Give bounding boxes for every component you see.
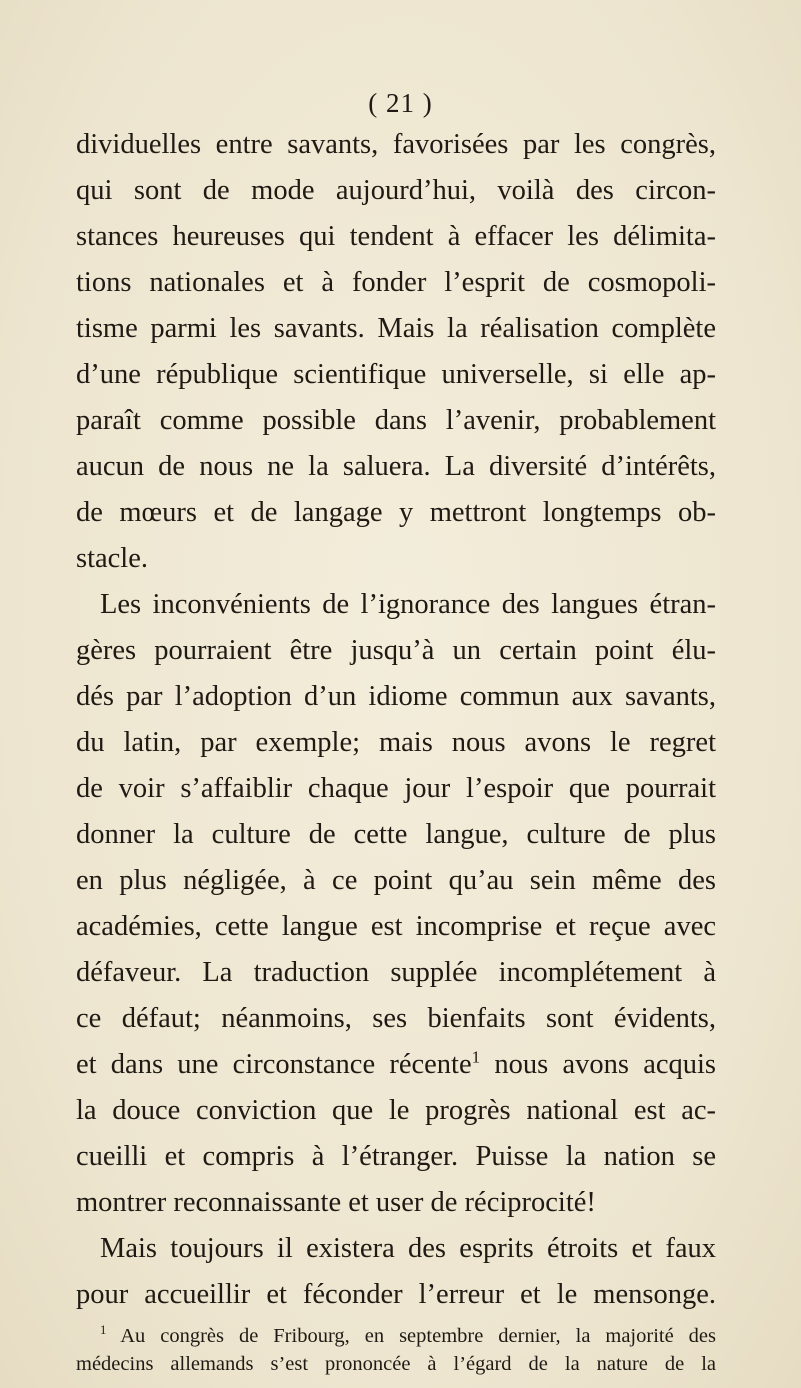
text-line: du latin, par exemple; mais nous avons le regret [76,727,716,758]
text-line: d’une république scientifique universelle, si elle ap- [76,359,716,390]
text-line: de voir s’affaiblir chaque jour l’espoir que pourrait [76,773,716,804]
footnote-line [100,1322,716,1350]
footnote-marker: 1 [100,1323,107,1338]
text-line: dés par l’adoption d’un idiome commun aux savants, [76,681,716,712]
text-line: tions nationales et à fonder l’esprit de cosmopoli- [76,267,716,298]
text-line: qui sont de mode aujourd’hui, voilà des circon- [76,175,716,206]
footnote-text: Au congrès de Fribourg, en septembre dernier, la majorité des [120,1325,716,1347]
text-line: en plus négligée, à ce point qu’au sein même des [76,865,716,896]
text-line: cueilli et compris à l’étranger. Puisse la nation se [76,1141,716,1172]
footnote-line: médecins allemands s’est prononcée à l’égard de la nature de la [76,1353,716,1375]
text-line: Mais toujours il existera des esprits étroits et faux [100,1233,716,1264]
text-line: gères pourraient être jusqu’à un certain point élu- [76,635,716,666]
text-line: donner la culture de cette langue, culture de plus [76,819,716,850]
text-line: aucun de nous ne la saluera. La diversité d’intérêts, [76,451,716,482]
text-line: défaveur. La traduction supplée incomplétement à [76,957,716,988]
page-number: ( 21 ) [368,88,433,118]
text-line: stacle. [76,543,149,574]
text-segment: nous avons acquis [494,1049,717,1080]
text-line: académies, cette langue est incomprise et reçue avec [76,911,716,942]
text-segment: et dans une circonstance récente [76,1049,472,1080]
text-line: dividuelles entre savants, favorisées par les congrès, [76,129,716,160]
text-line: de mœurs et de langage y mettront longtemps ob- [76,497,716,528]
footnote-reference: 1 [471,1047,481,1067]
text-line: ce défaut; néanmoins, ses bienfaits sont évidents, [76,1003,716,1034]
text-line: tisme parmi les savants. Mais la réalisation complète [76,313,716,344]
text-line-with-footnote-ref [76,1042,716,1088]
text-line: pour accueillir et féconder l’erreur et le mensonge. [76,1279,716,1310]
text-line: stances heureuses qui tendent à effacer les délimita- [76,221,716,252]
text-line: paraît comme possible dans l’avenir, probablement [76,405,716,436]
text-line: la douce conviction que le progrès national est ac- [76,1095,716,1126]
text-line: montrer reconnaissante et user de réciprocité! [76,1187,596,1218]
text-line: Les inconvénients de l’ignorance des langues étran- [100,589,716,620]
